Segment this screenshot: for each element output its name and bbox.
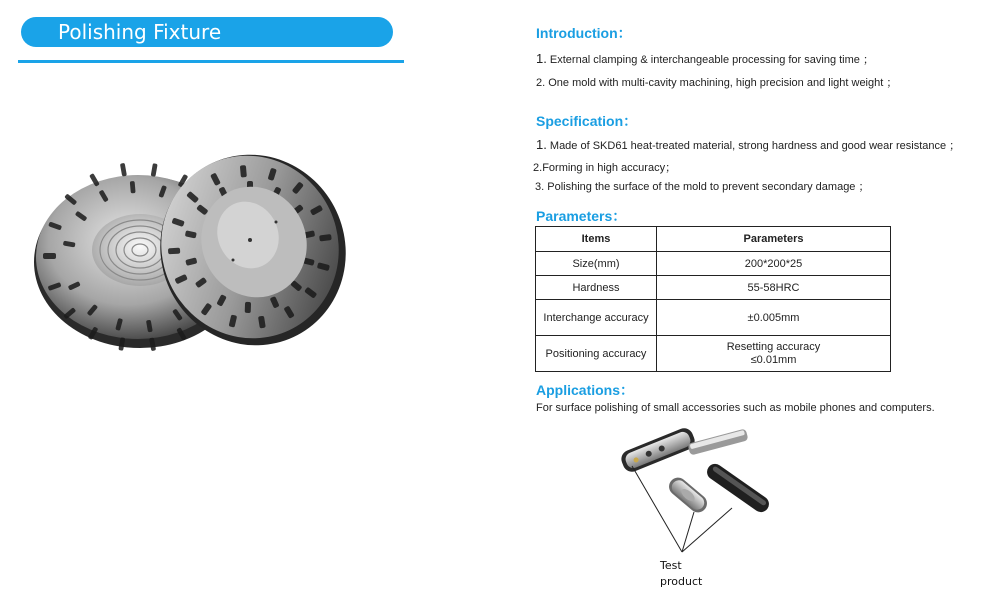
specification-heading: Specification： <box>536 113 638 129</box>
specification-item-text: Polishing the surface of the mold to prevent secondary damage ； <box>544 181 870 193</box>
table-cell-value-text: Resetting accuracy ≤0.01mm <box>726 340 821 366</box>
test-product-photo <box>610 420 780 560</box>
introduction-item-2 <box>536 74 897 90</box>
introduction-heading: Introduction： <box>536 25 632 41</box>
introduction-item-text: One mold with multi-cavity machining, high precision and light weight ； <box>545 77 898 89</box>
specification-item-text: Made of SKD61 heat-treated material, strong hardness and good wear resistance ； <box>546 140 961 152</box>
table-cell-item: Interchange accuracy <box>536 300 657 336</box>
test-part-oval <box>665 474 710 516</box>
test-part-dark <box>704 461 772 515</box>
table-header-parameters: Parameters <box>657 227 891 252</box>
table-cell-item: Hardness <box>536 276 657 300</box>
introduction-item-1 <box>536 51 874 67</box>
table-row <box>536 252 891 276</box>
table-row <box>536 300 891 336</box>
specification-item-number: 2. <box>533 162 543 174</box>
specification-item-1 <box>536 137 960 153</box>
table-cell-value: ±0.005mm <box>657 300 891 336</box>
page-title: Polishing Fixture <box>21 17 393 47</box>
table-cell-item: Positioning accuracy <box>536 336 657 372</box>
parameters-heading: Parameters： <box>536 208 627 224</box>
applications-heading: Applications： <box>536 382 635 398</box>
table-cell-item: Size(mm) <box>536 252 657 276</box>
caption-line-2: product <box>660 575 703 588</box>
test-part-case <box>619 426 698 475</box>
specification-item-number: 1. <box>536 137 547 152</box>
table-cell-value: 200*200*25 <box>657 252 891 276</box>
table-cell-value <box>657 336 891 372</box>
introduction-item-number: 2. <box>536 77 546 89</box>
fixture-photo <box>28 150 348 365</box>
specification-item-3 <box>535 178 869 194</box>
specification-item-number: 3. <box>535 181 545 193</box>
applications-text: For surface polishing of small accessories such as mobile phones and computers. <box>536 402 935 414</box>
specification-item-2 <box>533 159 676 175</box>
table-row <box>536 336 891 372</box>
table-header-items: Items <box>536 227 657 252</box>
parameters-table <box>535 226 891 372</box>
specification-item-text: Forming in high accuracy； <box>542 162 677 174</box>
table-row <box>536 276 891 300</box>
introduction-item-number: 1. <box>536 51 547 66</box>
introduction-item-text: External clamping & interchangeable processing for saving time ； <box>546 54 874 66</box>
caption-line-1: Test <box>660 559 682 572</box>
test-product-caption <box>660 558 702 590</box>
test-part-bar <box>687 428 748 455</box>
table-header-row <box>536 227 891 252</box>
table-cell-value: 55-58HRC <box>657 276 891 300</box>
title-underline <box>18 60 404 63</box>
